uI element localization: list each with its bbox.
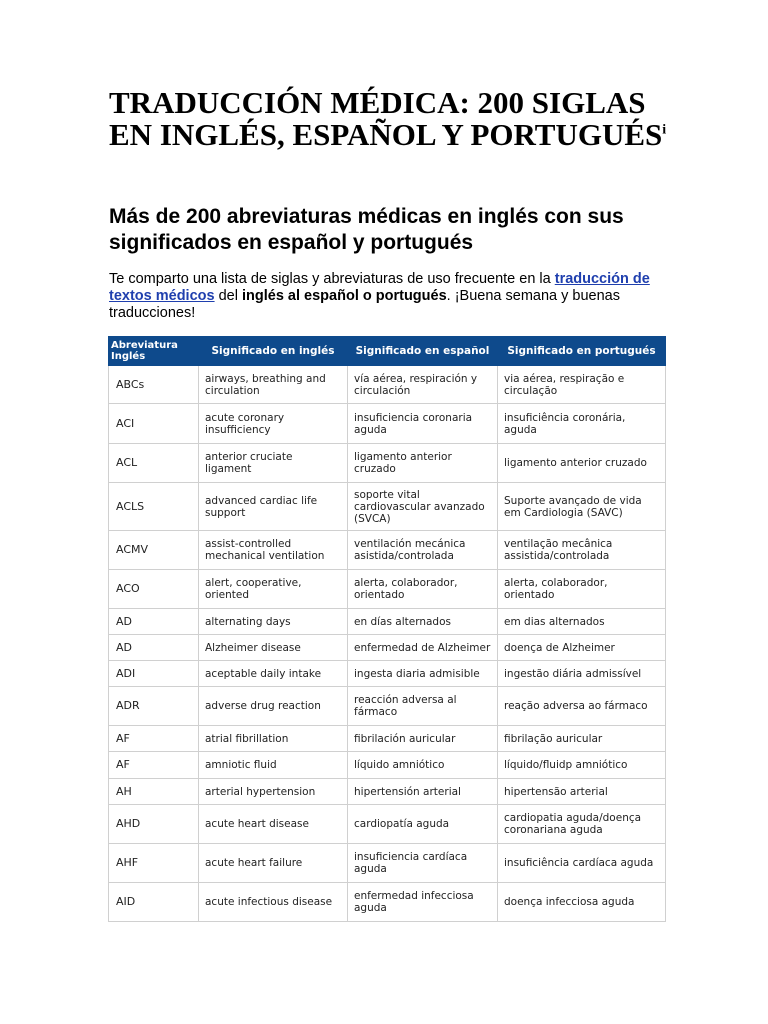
cell-portuguese: líquido/fluidp amniótico [498,752,666,779]
cell-english: acute infectious disease [199,883,348,922]
cell-english: acute heart disease [199,805,348,844]
cell-spanish: soporte vital cardiovascular avanzado (SVCA) [348,483,498,531]
cell-spanish: enfermedad infecciosa aguda [348,883,498,922]
cell-abbreviation: ADI [109,661,199,687]
intro-text-3: . ¡Buena semana y buenas traducciones! [109,288,620,321]
cell-abbreviation: ABCs [109,366,199,404]
cell-spanish: hipertensión arterial [348,779,498,805]
cell-english: alternating days [199,609,348,635]
table-row [109,805,666,844]
cell-english: assist-controlled mechanical ventilation [199,531,348,570]
cell-abbreviation: ACO [109,570,199,609]
abbreviations-table [108,336,666,922]
cell-spanish: fibrilación auricular [348,726,498,752]
title-footnote-mark[interactable]: i [662,122,667,138]
table-body [109,366,666,922]
cell-abbreviation: AD [109,635,199,661]
cell-portuguese: alerta, colaborador, orientado [498,570,666,609]
cell-abbreviation: ACL [109,444,199,483]
document-title-text: TRADUCCIÓN MÉDICA: 200 SIGLAS EN INGLÉS, ESPAÑOL Y PORTUGUÉS [109,85,663,152]
cell-portuguese: em dias alternados [498,609,666,635]
table-row [109,661,666,687]
cell-spanish: ventilación mecánica asistida/controlada [348,531,498,570]
cell-english: advanced cardiac life support [199,483,348,531]
cell-spanish: en días alternados [348,609,498,635]
cell-portuguese: reação adversa ao fármaco [498,687,666,726]
table-row [109,687,666,726]
cell-english: arterial hypertension [199,779,348,805]
cell-spanish: insuficiencia cardíaca aguda [348,844,498,883]
cell-spanish: ligamento anterior cruzado [348,444,498,483]
cell-abbreviation: ACLS [109,483,199,531]
cell-portuguese: Suporte avançado de vida em Cardiologia (SAVC) [498,483,666,531]
document-subtitle: Más de 200 abreviaturas médicas en inglés con sus significados en español y portugués [109,205,624,254]
table-row [109,570,666,609]
cell-english: adverse drug reaction [199,687,348,726]
intro-text-1: Te comparto una lista de siglas y abreviaturas de uso frecuente en la [109,271,555,287]
table-row [109,779,666,805]
cell-english: aceptable daily intake [199,661,348,687]
cell-portuguese: hipertensão arterial [498,779,666,805]
cell-abbreviation: AD [109,609,199,635]
cell-english: airways, breathing and circulation [199,366,348,404]
cell-portuguese: insuficiência coronária, aguda [498,404,666,444]
cell-portuguese: fibrilação auricular [498,726,666,752]
header-portuguese-meaning: Significado en portugués [498,337,666,366]
header-spanish-meaning: Significado en español [348,337,498,366]
cell-english: amniotic fluid [199,752,348,779]
cell-portuguese: ligamento anterior cruzado [498,444,666,483]
table-row [109,404,666,444]
cell-abbreviation: ACI [109,404,199,444]
table-row [109,366,666,404]
table-row [109,844,666,883]
cell-english: alert, cooperative, oriented [199,570,348,609]
cell-abbreviation: AF [109,752,199,779]
cell-portuguese: doença infecciosa aguda [498,883,666,922]
cell-portuguese: cardiopatia aguda/doença coronariana aguda [498,805,666,844]
cell-spanish: enfermedad de Alzheimer [348,635,498,661]
cell-portuguese: ventilação mecânica assistida/controlada [498,531,666,570]
cell-spanish: vía aérea, respiración y circulación [348,366,498,404]
table-header-row [109,337,666,366]
cell-english: acute heart failure [199,844,348,883]
table-row [109,444,666,483]
cell-spanish: líquido amniótico [348,752,498,779]
cell-spanish: ingesta diaria admisible [348,661,498,687]
table-row [109,483,666,531]
table-row [109,752,666,779]
table-row [109,883,666,922]
medical-translation-link[interactable]: traducción de textos médicos [109,271,650,304]
table-row [109,635,666,661]
cell-spanish: insuficiencia coronaria aguda [348,404,498,444]
cell-portuguese: insuficiência cardíaca aguda [498,844,666,883]
cell-portuguese: doença de Alzheimer [498,635,666,661]
table-row [109,726,666,752]
cell-spanish: cardiopatía aguda [348,805,498,844]
cell-abbreviation: AID [109,883,199,922]
cell-portuguese: via aérea, respiração e circulação [498,366,666,404]
table-row [109,609,666,635]
cell-abbreviation: ACMV [109,531,199,570]
header-english-meaning: Significado en inglés [199,337,348,366]
intro-bold-text: inglés al español o portugués [242,288,447,304]
cell-spanish: reacción adversa al fármaco [348,687,498,726]
cell-abbreviation: ADR [109,687,199,726]
header-abbreviation: Abreviatura Inglés [109,337,199,366]
intro-text-2: del [214,288,242,304]
cell-portuguese: ingestão diária admissível [498,661,666,687]
cell-abbreviation: AHD [109,805,199,844]
document-title [109,87,669,151]
cell-english: atrial fibrillation [199,726,348,752]
intro-paragraph [109,271,669,322]
cell-spanish: alerta, colaborador, orientado [348,570,498,609]
cell-english: Alzheimer disease [199,635,348,661]
cell-english: anterior cruciate ligament [199,444,348,483]
cell-abbreviation: AF [109,726,199,752]
cell-abbreviation: AHF [109,844,199,883]
cell-english: acute coronary insufficiency [199,404,348,444]
cell-abbreviation: AH [109,779,199,805]
table-row [109,531,666,570]
